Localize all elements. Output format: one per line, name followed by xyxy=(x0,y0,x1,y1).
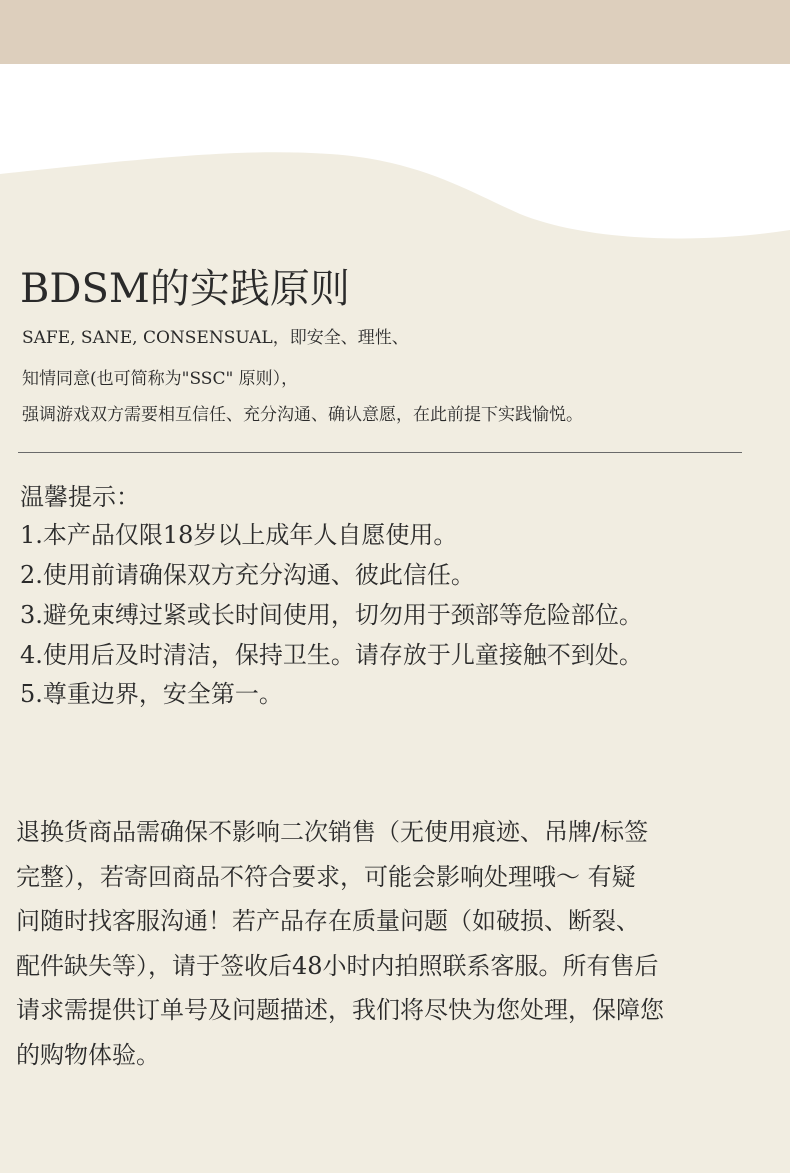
returns-line-2: 完整），若寄回商品不符合要求，可能会影响处理哦～ 有疑 xyxy=(16,862,636,891)
returns-line-5: 请求需提供订单号及问题描述，我们将尽快为您处理，保障您 xyxy=(16,996,664,1024)
principle-line-2: 知情同意(也可简称为"SSC" 原则）， xyxy=(22,369,299,389)
returns-line-3: 问随时找客服沟通！若产品存在质量问题（如破损、断裂、 xyxy=(16,907,640,935)
tip-item-1: 1.本产品仅限18岁以上成年人自愿使用。 xyxy=(20,521,458,549)
returns-policy xyxy=(16,810,756,1077)
returns-line-1: 退换货商品需确保不影响二次销售（无使用痕迹、吊牌/标签 xyxy=(16,818,649,846)
returns-line-4: 配件缺失等），请于签收后48小时内拍照联系客服。所有售后 xyxy=(16,951,659,980)
tips-heading: 温馨提示： xyxy=(20,483,140,511)
principle-line-3: 强调游戏双方需要相互信任、充分沟通、确认意愿，在此前提下实践愉悦。 xyxy=(22,405,583,425)
tip-item-4: 4.使用后及时清洁，保持卫生。请存放于儿童接触不到处。 xyxy=(20,641,643,669)
tip-item-5: 5.尊重边界，安全第一。 xyxy=(20,680,283,708)
principles-title: BDSM的实践原则 xyxy=(20,266,350,312)
section-divider xyxy=(18,452,742,453)
principle-line-1: SAFE, SANE, CONSENSUAL，即安全、理性、 xyxy=(22,328,409,348)
tip-item-2: 2.使用前请确保双方充分沟通、彼此信任。 xyxy=(20,561,475,589)
tip-item-3: 3.避免束缚过紧或长时间使用，切勿用于颈部等危险部位。 xyxy=(20,601,643,629)
returns-line-6: 的购物体验。 xyxy=(16,1040,160,1069)
